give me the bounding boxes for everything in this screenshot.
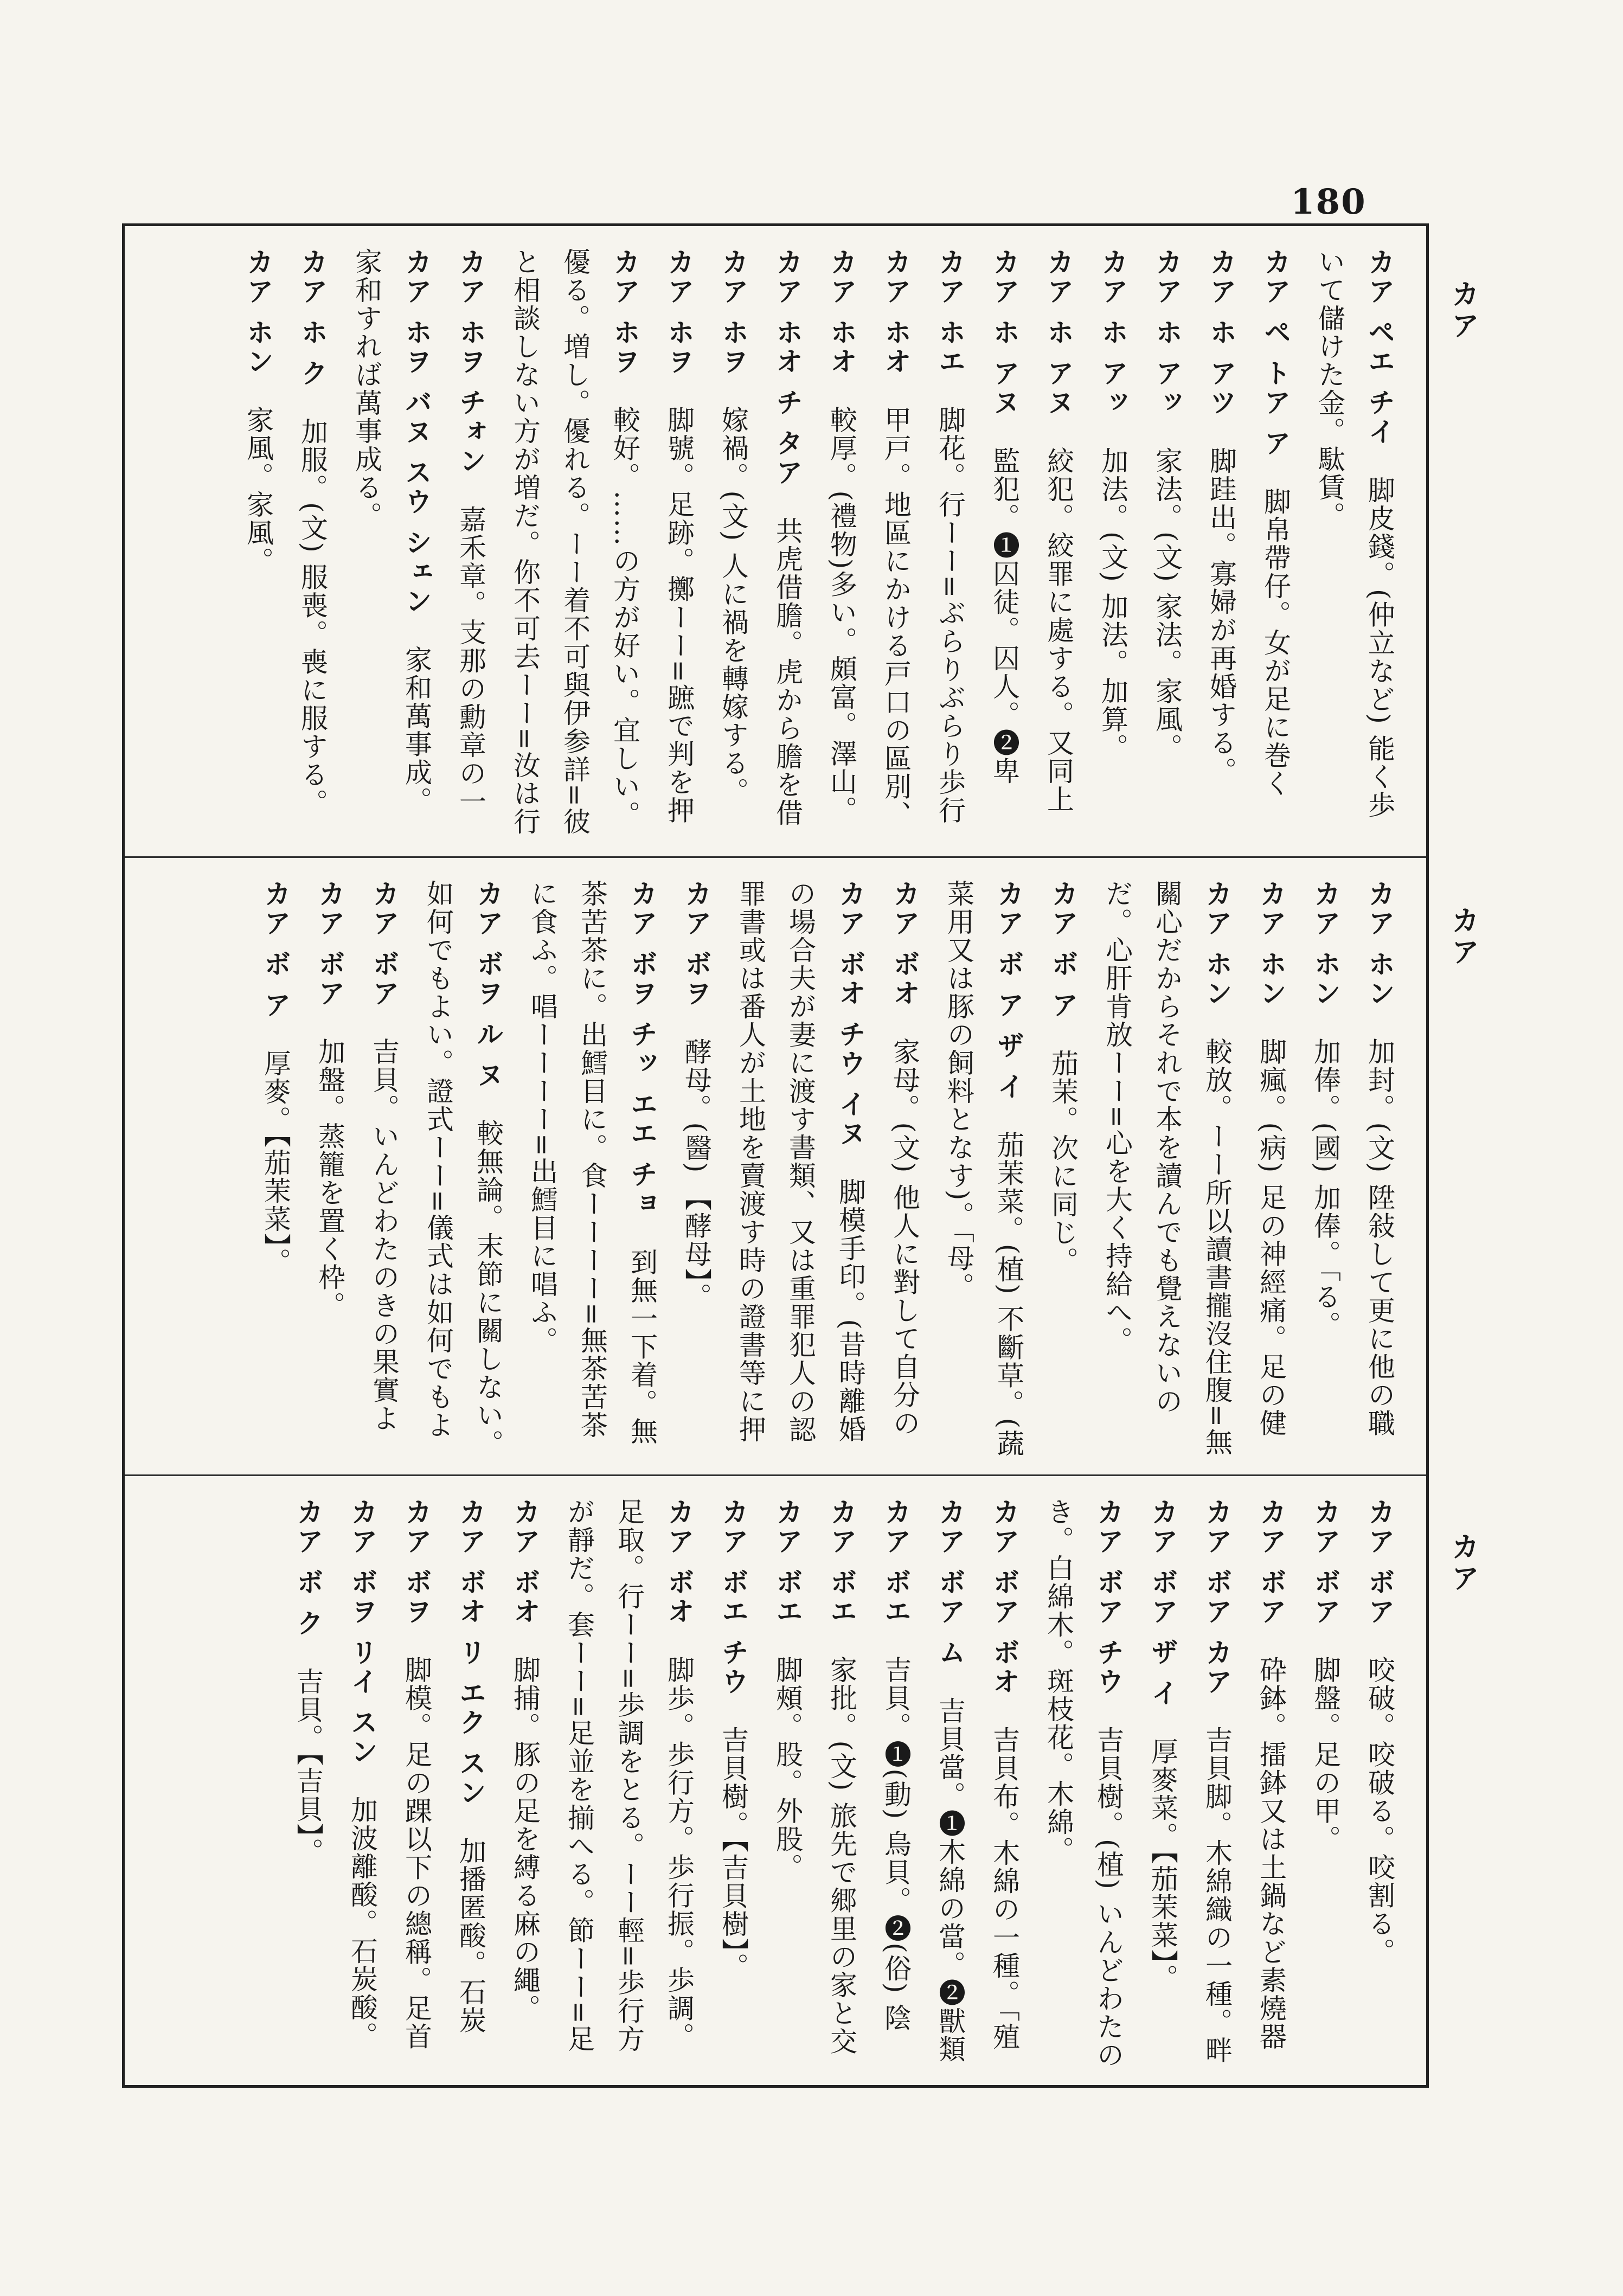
entry-headword: カア ホ アツ xyxy=(1205,248,1237,418)
entry-headword: カア ボヲ ル ヌ xyxy=(472,880,504,1091)
entry-gloss: 厚麥菜。【茄茉菜】。 xyxy=(1147,1737,1178,1993)
dictionary-entry xyxy=(979,248,1029,840)
dictionary-entry xyxy=(1192,1498,1242,2070)
dictionary-entry xyxy=(708,1498,758,2070)
dictionary-entry xyxy=(708,248,758,840)
dictionary-entry xyxy=(925,1498,975,2070)
dictionary-entry xyxy=(305,880,355,1460)
entry-headword: カア ボ ア xyxy=(1047,880,1079,1020)
entry-headword: カア ボオ xyxy=(663,1498,695,1627)
dictionary-entry xyxy=(517,880,667,1460)
entry-gloss: 酵母。(醫) 【酵母】。 xyxy=(681,1037,712,1311)
page-number: 180 xyxy=(1291,182,1367,222)
entry-gloss: 脚瘋。(病) 足の神經痛。足の健 xyxy=(1255,1037,1287,1438)
entry-headword: カア ボア カア xyxy=(1201,1498,1233,1697)
entry-gloss: 脚花。行ーー=ぶらりぶらり歩行 xyxy=(934,406,966,825)
entry-gloss: 加法。(文) 加法。加算。 xyxy=(1097,446,1128,762)
dictionary-entry xyxy=(762,248,812,840)
entry-headword: カア ボア ボオ xyxy=(989,1498,1020,1697)
entry-list xyxy=(283,1498,1404,2070)
entry-gloss: 脚歩。歩行方。歩行振。歩調。足取。行ーー=歩調をとる。ーー輕=歩行方が靜だ。套ーー=足並を揃へる。節ーー=足 xyxy=(563,1498,695,2053)
entry-gloss: 脚模。足の踝以下の總稱。足首 xyxy=(401,1656,432,2051)
entry-headword: カア ボエ xyxy=(826,1498,857,1627)
dictionary-frame xyxy=(122,223,1429,2088)
entry-headword: カア ホ アヌ xyxy=(1043,248,1074,418)
entry-gloss: 茄茉菜。(植) 不斷草。(蔬菜用又は豚の飼料となす)。「母。 xyxy=(943,880,1024,1458)
entry-headword: カア ホヲ チォン xyxy=(455,248,486,476)
entry-headword: カア ボヲ リイ スン xyxy=(347,1498,378,1767)
entry-headword: カア ボア ム xyxy=(934,1498,966,1668)
entry-gloss: 較放。ーー所以讀書攏沒住腹=無關心だからそれで本を讀んでも覺えないのだ。心肝肯放ーー=心を大く持給へ。 xyxy=(1101,880,1233,1457)
entry-gloss: 吉貝。❶(動) 烏貝。❷(俗) 陰 xyxy=(880,1656,912,2032)
dictionary-entry xyxy=(1246,880,1296,1460)
entry-gloss: 脚號。足跡。擲ーー=蹠で判を押 xyxy=(663,406,695,825)
dictionary-entry xyxy=(925,248,975,840)
dictionary-entry xyxy=(337,1498,387,2070)
margin-label-bottom: カア xyxy=(1446,1532,1479,1595)
entry-headword: カア ホヲ バヌ スウ シェン xyxy=(401,248,432,617)
entry-headword: カア ボア チウ xyxy=(1093,1498,1124,1697)
dictionary-entry xyxy=(500,1498,550,2070)
dictionary-entry xyxy=(1142,248,1192,840)
dictionary-entry xyxy=(817,1498,867,2070)
dictionary-entry xyxy=(817,248,867,840)
dictionary-entry xyxy=(287,248,337,840)
entry-headword: カア ボア xyxy=(1255,1498,1287,1627)
dictionary-entry xyxy=(934,880,1034,1460)
entry-headword: カア ペエ チイ xyxy=(1364,248,1395,447)
dictionary-entry xyxy=(342,248,441,840)
dictionary-entry xyxy=(1305,248,1404,840)
dictionary-entry xyxy=(500,248,650,840)
dictionary-entry xyxy=(446,248,496,840)
dictionary-entry xyxy=(1300,1498,1350,2070)
entry-gloss: 脚頰。股。外股。 xyxy=(772,1656,803,1882)
entry-headword: カア ホ ク xyxy=(297,248,328,388)
dictionary-entry xyxy=(1092,880,1242,1460)
dictionary-entry xyxy=(762,1498,812,2070)
dictionary-entry xyxy=(1250,248,1300,840)
dictionary-entry xyxy=(359,880,409,1460)
entry-gloss: 家母。(文) 他人に對して自分の xyxy=(889,1037,920,1438)
entry-headword: カア ボオ xyxy=(889,880,920,1009)
entry-gloss: 脚捕。豚の足を縛る麻の繩。 xyxy=(509,1656,541,2023)
margin-label-top: カア xyxy=(1446,279,1479,342)
entry-gloss: 吉貝。【吉貝】。 xyxy=(292,1667,324,1866)
dictionary-entry xyxy=(554,1498,704,2070)
entry-headword: カア ボオ チウ イヌ xyxy=(835,880,866,1149)
entry-headword: カア ホン xyxy=(1201,880,1233,1009)
entry-gloss: 共虎借膽。虎から膽を借 xyxy=(772,517,803,828)
entry-headword: カア ホヲ xyxy=(717,248,749,377)
entry-gloss: 茄茉。次に同じ。 xyxy=(1047,1049,1079,1275)
entry-gloss: 吉貝布。木綿の一種。「殖 xyxy=(989,1726,1020,2051)
entry-gloss: 加服。(文) 服喪。喪に服する。 xyxy=(297,417,328,817)
entry-headword: カア ホオ xyxy=(880,248,912,377)
dictionary-entry xyxy=(871,248,921,840)
entry-headword: カア ホヲ xyxy=(663,248,695,377)
dictionary-entry xyxy=(671,880,721,1460)
entry-gloss: 吉貝當。❶木綿の當。❷獸類 xyxy=(934,1696,966,2063)
entry-headword: カア ボア xyxy=(1310,1498,1341,1627)
entry-gloss: 吉貝。いんどわたのきの果實よ xyxy=(368,1037,400,1433)
dictionary-entry xyxy=(283,1498,333,2070)
dictionary-entry xyxy=(1138,1498,1188,2070)
entry-gloss: 家風。家風。 xyxy=(242,406,274,575)
entry-headword: カア ホオ チ タア xyxy=(772,248,803,488)
entry-headword: カア ボエ xyxy=(880,1498,912,1627)
entry-headword: カア ホオ xyxy=(826,248,857,377)
dictionary-entry xyxy=(251,880,300,1460)
dictionary-entry xyxy=(880,880,929,1460)
entry-band-middle xyxy=(125,856,1426,1476)
entry-list xyxy=(251,880,1404,1460)
entry-gloss: 脚帛帶仔。女が足に巻く xyxy=(1260,488,1291,798)
entry-headword: カア ボエ xyxy=(772,1498,803,1627)
entry-gloss: 較好。……の方が好い。宜しい。優る。増し。優れる。ーー着不可與伊参詳=彼と相談しない方が増だ。你不可去ーー=汝は行 xyxy=(509,248,640,836)
dictionary-entry xyxy=(726,880,875,1460)
entry-headword: カア ボ ア ザ イ xyxy=(993,880,1024,1102)
entry-gloss: 加盤。蒸籠を置く枠。 xyxy=(314,1037,345,1320)
entry-headword: カア ボア xyxy=(1364,1498,1395,1627)
dictionary-entry xyxy=(654,248,704,840)
entry-gloss: 吉貝樹。(植) いんどわたのき。白綿木。斑枝花。木綿。 xyxy=(1043,1498,1124,2069)
entry-gloss: 加波離酸。石炭酸。 xyxy=(347,1796,378,2050)
entry-headword: カア ボア xyxy=(368,880,400,1009)
entry-gloss: 家批。(文) 旅先で郷里の家と交 xyxy=(826,1656,857,2056)
entry-gloss: 嫁禍。(文) 人に禍を轉嫁する。 xyxy=(717,406,749,806)
entry-headword: カア ボオ xyxy=(509,1498,541,1627)
entry-headword: カア ボ ク xyxy=(292,1498,324,1638)
entry-headword: カア ホン xyxy=(242,248,274,377)
entry-headword: カア ボオ リ エク スン xyxy=(455,1498,486,1808)
entry-gloss: 吉貝樹。【吉貝樹】。 xyxy=(717,1726,749,1981)
entry-headword: カア ホ アヌ xyxy=(989,248,1020,418)
entry-gloss: 厚麥。【茄茉菜】。 xyxy=(260,1049,291,1276)
entry-gloss: 監犯。❶囚徒。囚人。❷卑 xyxy=(989,446,1020,785)
entry-gloss: 加播匿酸。石炭 xyxy=(455,1837,486,2035)
dictionary-entry xyxy=(1034,1498,1133,2070)
dictionary-entry xyxy=(413,880,513,1460)
dictionary-entry xyxy=(1034,248,1083,840)
entry-gloss: 到無一下着。無茶苦茶に。出鱈目に。食ーーーー=無茶苦茶に食ふ。唱ーーーー=出鱈目に唱ふ。 xyxy=(527,880,658,1446)
entry-gloss: 加封。(文) 陞敍して更に他の職 xyxy=(1364,1037,1395,1438)
entry-headword: カア ボ ア xyxy=(260,880,291,1020)
dictionary-entry xyxy=(871,1498,921,2070)
entry-headword: カア ボヲ xyxy=(681,880,712,1009)
entry-list xyxy=(233,248,1404,840)
dictionary-entry xyxy=(1038,880,1088,1460)
entry-gloss: 較厚。(禮物)多い。頗富。澤山。 xyxy=(826,406,857,824)
dictionary-entry xyxy=(446,1498,496,2070)
entry-gloss: 脚跬出。寡婦が再婚する。 xyxy=(1205,446,1237,785)
entry-gloss: 脚皮錢。(仲立など) 能く歩いて儲けた金。駄賃。 xyxy=(1314,248,1395,819)
dictionary-entry xyxy=(1088,248,1138,840)
entry-gloss: 咬破。咬破る。咬割る。 xyxy=(1364,1656,1395,1966)
entry-gloss: 較無論。末節に關しない。如何でもよい。證式ーー=儀式は如何でもよ xyxy=(422,880,504,1458)
entry-gloss: 加俸。(國) 加俸。「る。 xyxy=(1310,1037,1341,1339)
entry-headword: カア ホエ xyxy=(934,248,966,377)
dictionary-entry xyxy=(1300,880,1350,1460)
entry-gloss: 甲戸。地區にかける戸口の區別、 xyxy=(880,406,912,829)
entry-headword: カア ボヲ チッ エエ チョ xyxy=(626,880,658,1219)
entry-headword: カア ホン xyxy=(1310,880,1341,1009)
entry-headword: カア ボヲ xyxy=(401,1498,432,1627)
entry-headword: カア ボア xyxy=(314,880,345,1009)
entry-headword: カア ホン xyxy=(1255,880,1287,1009)
margin-label-middle: カア xyxy=(1446,906,1479,969)
dictionary-entry xyxy=(233,248,283,840)
entry-gloss: 家和萬事成。家和すれば萬事成る。 xyxy=(351,248,432,815)
entry-gloss: 脚盤。足の甲。 xyxy=(1310,1656,1341,1854)
entry-headword: カア ホヲ xyxy=(609,248,640,377)
entry-gloss: 嘉禾章。支那の勳章の一 xyxy=(455,505,486,816)
entry-band-bottom xyxy=(125,1474,1426,2087)
entry-headword: カア ボア ザ イ xyxy=(1147,1498,1178,1709)
dictionary-entry xyxy=(392,1498,441,2070)
dictionary-entry xyxy=(1355,1498,1404,2070)
entry-headword: カア ホ アッ xyxy=(1151,248,1183,418)
entry-headword: カア ボエ チウ xyxy=(717,1498,749,1697)
dictionary-entry xyxy=(1196,248,1246,840)
entry-gloss: 家法。(文) 家法。家風。 xyxy=(1151,446,1183,762)
dictionary-entry xyxy=(979,1498,1029,2070)
entry-band-top xyxy=(125,226,1426,856)
entry-headword: カア ホン xyxy=(1364,880,1395,1009)
dictionary-entry xyxy=(1246,1498,1296,2070)
entry-gloss: 砕鉢。擂鉢又は土鍋など素燒器 xyxy=(1255,1656,1287,2051)
entry-gloss: 絞犯。絞罪に處する。又同上 xyxy=(1043,446,1074,813)
entry-gloss: 脚模手印。(昔時離婚の場合夫が妻に渡す書類、又は重罪犯人の認罪書或は番人が土地を賣渡す時の證書等に押 xyxy=(735,880,866,1444)
entry-headword: カア ホ アッ xyxy=(1097,248,1128,418)
dictionary-entry xyxy=(1355,880,1404,1460)
entry-headword: カア ペ トア ア xyxy=(1260,248,1291,459)
entry-gloss: 吉貝脚。木綿織の一種。畔 xyxy=(1201,1726,1233,2064)
